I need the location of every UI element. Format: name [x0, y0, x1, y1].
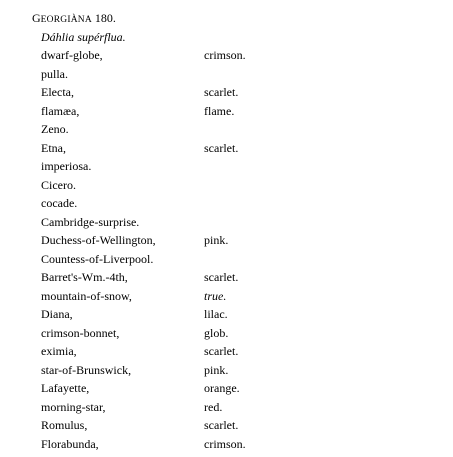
list-item [0, 342, 453, 361]
variety-name: Zeno. [41, 122, 69, 136]
list-item [0, 324, 453, 343]
variety-color: scarlet. [204, 344, 239, 358]
variety-color: true. [204, 288, 227, 303]
variety-name: Electa, [41, 85, 74, 99]
variety-name: dwarf-globe, [41, 48, 103, 62]
list-item [0, 416, 453, 435]
variety-color: lilac. [204, 307, 228, 321]
list-item [0, 250, 453, 269]
variety-color: crimson. [204, 436, 246, 451]
variety-name: Etna, [41, 140, 66, 155]
variety-color: pink. [204, 233, 229, 247]
variety-name: flamæa, [41, 103, 80, 118]
variety-color: scarlet. [204, 418, 239, 432]
variety-color: scarlet. [204, 270, 239, 284]
list-item [0, 268, 453, 287]
variety-name: Cicero. [41, 177, 76, 192]
variety-name: cocade. [41, 196, 78, 210]
list-item [0, 176, 453, 195]
variety-name: Barret's-Wm.-4th, [41, 270, 128, 284]
variety-name: star-of-Brunswick, [41, 362, 132, 377]
variety-name: mountain-of-snow, [41, 288, 132, 303]
variety-color: pink. [204, 362, 229, 377]
variety-color: orange. [204, 381, 240, 395]
list-item [0, 194, 453, 213]
variety-list [0, 46, 453, 453]
variety-name: Romulus, [41, 418, 88, 432]
variety-color: flame. [204, 103, 235, 118]
variety-name: Florabunda, [41, 436, 99, 451]
list-item [0, 231, 453, 250]
heading-number: 180. [91, 11, 116, 25]
variety-name: Diana, [41, 307, 73, 321]
list-item [0, 435, 453, 454]
list-item [0, 287, 453, 306]
list-item [0, 305, 453, 324]
list-item [0, 46, 453, 65]
list-item [0, 83, 453, 102]
list-item [0, 139, 453, 158]
variety-color: scarlet. [204, 85, 239, 99]
variety-name: morning-star, [41, 399, 106, 414]
variety-name: Duchess-of-Wellington, [41, 233, 156, 247]
list-item [0, 157, 453, 176]
variety-name: pulla. [41, 66, 68, 81]
list-item [0, 65, 453, 84]
list-item [0, 361, 453, 380]
variety-name: eximia, [41, 344, 77, 358]
list-item [0, 102, 453, 121]
variety-name: Lafayette, [41, 381, 90, 395]
species-subheading: Dáhlia supérflua. [41, 30, 126, 44]
heading-genus-name: EORGIÀNA [40, 15, 92, 25]
genus-heading [32, 9, 116, 27]
variety-name: crimson-bonnet, [41, 325, 120, 340]
list-item [0, 120, 453, 139]
variety-name: Countess-of-Liverpool. [41, 251, 154, 266]
variety-name: Cambridge-surprise. [41, 214, 140, 229]
list-item [0, 213, 453, 232]
variety-color: red. [204, 399, 223, 414]
variety-color: glob. [204, 325, 229, 340]
list-item [0, 379, 453, 398]
heading-initial: G [32, 11, 41, 25]
variety-color: scarlet. [204, 140, 239, 155]
variety-color: crimson. [204, 48, 246, 62]
list-item [0, 398, 453, 417]
variety-name: imperiosa. [41, 159, 92, 173]
